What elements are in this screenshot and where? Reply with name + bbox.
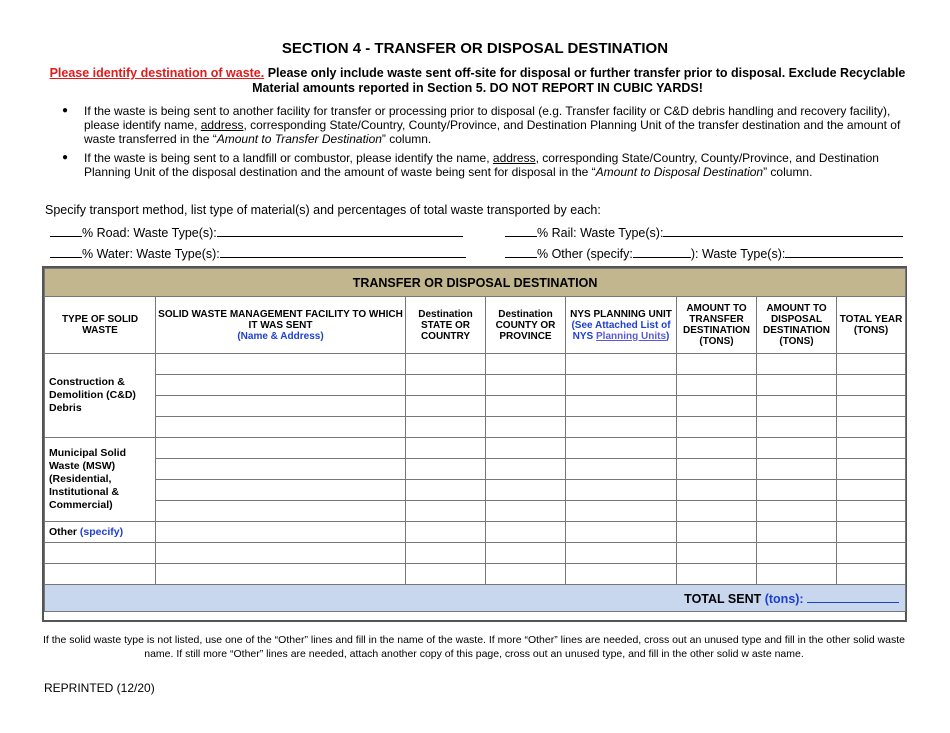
water-waste-type-field[interactable] (220, 245, 466, 258)
other-line: % Other (specify: ): Waste Type(s): (505, 245, 903, 261)
intro-rest: Please only include waste sent off-site for disposal or further transfer prior to disposal. Exclude Recyclable Material amounts reported in Section 5. DO NOT REPORT IN CUBIC YARDS! (252, 66, 906, 95)
cell-input[interactable] (486, 417, 566, 438)
rail-waste-type-field[interactable] (663, 224, 903, 237)
cell-input[interactable] (757, 543, 837, 564)
cell-input[interactable] (566, 375, 677, 396)
cell-input[interactable] (406, 417, 486, 438)
header-transfer: AMOUNT TO TRANSFER DESTINATION (TONS) (677, 297, 757, 354)
cell-input[interactable] (837, 480, 906, 501)
cell-input[interactable] (486, 396, 566, 417)
cell-input[interactable] (486, 522, 566, 543)
bullet-transfer: ● If the waste is being sent to another facility for transfer or processing prior to disposal (e.g. Transfer facility or C&D debris handling and recovery facility), please identify name, address, corresponding State/Country, County/Province, and Destination Planning Unit of the transfer destination and the amount of waste transferred in the “Amount to Transfer Destination” column. (62, 104, 901, 146)
header-county: Destination COUNTY OR PROVINCE (486, 297, 566, 354)
table-row (45, 501, 906, 522)
table-row (45, 396, 906, 417)
road-waste-type-field[interactable] (217, 224, 463, 237)
other-percent-field[interactable] (505, 245, 537, 258)
cell-input[interactable] (837, 543, 906, 564)
table-row (45, 459, 906, 480)
cell-input[interactable] (156, 543, 406, 564)
cell-input[interactable] (677, 375, 757, 396)
cell-input[interactable] (156, 375, 406, 396)
road-percent-field[interactable] (50, 224, 82, 237)
cell-input[interactable] (486, 438, 566, 459)
cell-input[interactable] (406, 375, 486, 396)
cell-input[interactable] (566, 564, 677, 585)
destination-table (42, 266, 907, 622)
category-other[interactable]: Other (specify) (45, 522, 156, 543)
cell-input[interactable] (156, 396, 406, 417)
cell-input[interactable] (486, 543, 566, 564)
category-msw: Municipal Solid Waste (MSW) (Residential, Institutional & Commercial) (45, 438, 156, 522)
cell-input[interactable] (757, 396, 837, 417)
bullet-disposal: ● If the waste is being sent to a landfill or combustor, please identify the name, address, corresponding State/Country, County/Province, and Destination Planning Unit of the disposal destination and the amount of waste being sent for disposal in the “Amount to Disposal Destination” column. (62, 151, 879, 179)
header-state: Destination STATE OR COUNTRY (406, 297, 486, 354)
cell-input[interactable] (566, 543, 677, 564)
intro-text (40, 66, 915, 96)
cell-input[interactable] (406, 459, 486, 480)
rail-line: % Rail: Waste Type(s): (505, 224, 903, 240)
cell-input[interactable] (406, 438, 486, 459)
header-disposal: AMOUNT TO DISPOSAL DESTINATION (TONS) (757, 297, 837, 354)
header-facility: SOLID WASTE MANAGEMENT FACILITY TO WHICH IT WAS SENT (Name & Address) (156, 297, 406, 354)
cell-input[interactable] (757, 375, 837, 396)
reprinted-date: REPRINTED (12/20) (44, 681, 155, 695)
cell-input[interactable] (566, 459, 677, 480)
table-row (45, 522, 906, 543)
cell-input[interactable] (486, 501, 566, 522)
water-percent-field[interactable] (50, 245, 82, 258)
cell-input[interactable] (566, 354, 677, 375)
cell-input[interactable] (757, 522, 837, 543)
cell-input[interactable] (566, 417, 677, 438)
cell-input[interactable] (156, 438, 406, 459)
cell-input[interactable] (837, 459, 906, 480)
cell-input[interactable] (677, 396, 757, 417)
bullet-dot-icon: ● (62, 105, 69, 116)
cell-input[interactable] (837, 375, 906, 396)
table-row (45, 564, 906, 585)
footnote: If the solid waste type is not listed, use one of the “Other” lines and fill in the name of the waste. If more “Other” lines are needed, cross out an unused type and fill in the other solid waste name. If still more “Other” lines are needed, attach another copy of this page, cross out an unused type, and fill in the other solid w aste name. (42, 634, 906, 660)
cell-input[interactable] (156, 480, 406, 501)
cell-input[interactable] (45, 564, 156, 585)
cell-input[interactable] (156, 564, 406, 585)
cell-input[interactable] (406, 501, 486, 522)
total-sent-field[interactable] (807, 590, 899, 603)
cell-input[interactable] (406, 522, 486, 543)
cell-input[interactable] (837, 522, 906, 543)
cell-input[interactable] (757, 480, 837, 501)
cell-input[interactable] (837, 354, 906, 375)
cell-input[interactable] (566, 480, 677, 501)
other-specify-field[interactable] (633, 245, 691, 258)
cell-input[interactable] (486, 354, 566, 375)
bullet-dot-icon: ● (62, 152, 69, 163)
cell-input[interactable] (406, 396, 486, 417)
cell-input[interactable] (156, 354, 406, 375)
rail-percent-field[interactable] (505, 224, 537, 237)
cell-input[interactable] (677, 417, 757, 438)
header-planning: NYS PLANNING UNIT (See Attached List of NYS Planning Units) (566, 297, 677, 354)
cell-input[interactable] (156, 522, 406, 543)
road-line: % Road: Waste Type(s): (50, 224, 463, 240)
cell-input[interactable] (406, 480, 486, 501)
category-cd: Construction & Demolition (C&D) Debris (45, 354, 156, 438)
cell-input[interactable] (156, 459, 406, 480)
table-row (45, 438, 906, 459)
cell-input[interactable] (566, 501, 677, 522)
cell-input[interactable] (757, 459, 837, 480)
cell-input[interactable] (677, 480, 757, 501)
cell-input[interactable] (757, 417, 837, 438)
cell-input[interactable] (406, 354, 486, 375)
table-row (45, 480, 906, 501)
planning-units-link[interactable]: Planning Units (596, 330, 666, 342)
table-row (45, 375, 906, 396)
cell-input[interactable] (677, 354, 757, 375)
table-title: TRANSFER OR DISPOSAL DESTINATION (45, 269, 906, 297)
water-line: % Water: Waste Type(s): (50, 245, 466, 261)
cell-input[interactable] (156, 417, 406, 438)
cell-input[interactable] (757, 438, 837, 459)
cell-input[interactable] (677, 522, 757, 543)
total-sent-row: TOTAL SENT (tons): (45, 585, 906, 612)
cell-input[interactable] (677, 438, 757, 459)
cell-input[interactable] (406, 543, 486, 564)
page-title: SECTION 4 - TRANSFER OR DISPOSAL DESTINATION (281, 40, 669, 57)
cell-input[interactable] (837, 438, 906, 459)
cell-input[interactable] (486, 375, 566, 396)
cell-input[interactable] (677, 564, 757, 585)
other-waste-type-field[interactable] (785, 245, 903, 258)
cell-input[interactable] (406, 564, 486, 585)
table-row (45, 417, 906, 438)
cell-input[interactable] (486, 564, 566, 585)
cell-input[interactable] (566, 438, 677, 459)
cell-input[interactable] (837, 417, 906, 438)
cell-input[interactable] (45, 543, 156, 564)
cell-input[interactable] (677, 459, 757, 480)
header-type: TYPE OF SOLID WASTE (45, 297, 156, 354)
intro-highlight: Please identify destination of waste. (49, 66, 265, 80)
table-row (45, 543, 906, 564)
cell-input[interactable] (757, 564, 837, 585)
cell-input[interactable] (156, 501, 406, 522)
cell-input[interactable] (486, 480, 566, 501)
cell-input[interactable] (677, 543, 757, 564)
cell-input[interactable] (566, 522, 677, 543)
header-total: TOTAL YEAR (TONS) (837, 297, 906, 354)
cell-input[interactable] (566, 396, 677, 417)
cell-input[interactable] (837, 564, 906, 585)
transport-instruction: Specify transport method, list type of material(s) and percentages of total waste transported by each: (45, 203, 601, 217)
cell-input[interactable] (486, 459, 566, 480)
table-row (45, 354, 906, 375)
cell-input[interactable] (757, 501, 837, 522)
cell-input[interactable] (677, 501, 757, 522)
cell-input[interactable] (837, 501, 906, 522)
cell-input[interactable] (837, 396, 906, 417)
cell-input[interactable] (757, 354, 837, 375)
